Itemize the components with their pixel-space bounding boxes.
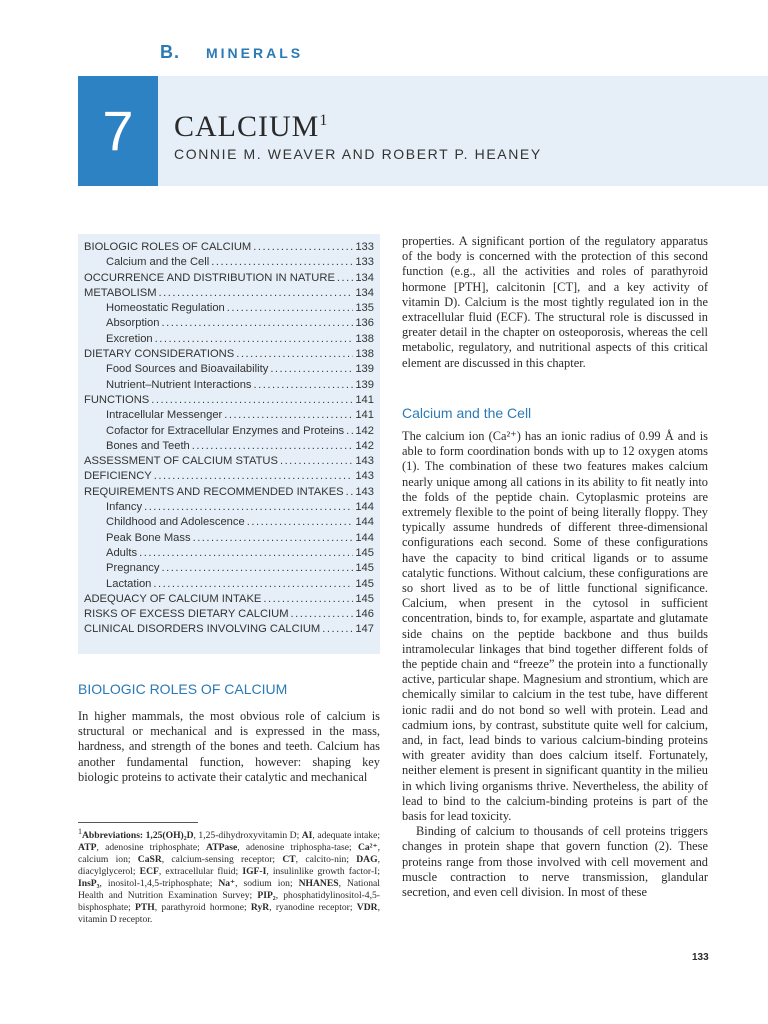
abbreviation-definition: , ryanodine receptor; [269,902,357,914]
abbreviation-term: PTH [135,902,155,914]
toc-leader-dots [263,592,353,607]
toc-entry [78,378,380,393]
toc-entry [78,393,380,408]
toc-leader-dots [224,408,353,423]
toc-leader-dots [154,469,354,484]
toc-leader-dots [155,332,354,347]
toc-entry-page: 144 [355,516,374,529]
abbreviation-definition: , adenosine triphospha-tase; [237,842,358,854]
right-column-intro [402,234,708,371]
toc-entry-page: 145 [355,562,374,575]
toc-entry-label: DEFICIENCY [84,470,152,483]
toc-leader-dots [254,378,354,393]
abbreviation-definition: , adenosine triphosphate; [96,842,206,854]
toc-entry [78,485,380,500]
abbreviation-definition: , vitamin D receptor. [78,902,380,926]
toc-leader-dots [227,301,354,316]
toc-entry-page: 134 [355,271,374,284]
toc-entry-label: OCCURRENCE AND DISTRIBUTION IN NATURE [84,271,335,284]
toc-entry-label: Cofactor for Extracellular Enzymes and Proteins [106,424,345,437]
abbreviation-term: IGF-I [242,866,267,878]
toc-entry-label: ADEQUACY OF CALCIUM INTAKE [84,592,262,605]
toc-entry-label: Nutrient–Nutrient Interactions [106,378,252,391]
abbreviation-definition: , 1,25-dihydroxyvitamin D; [193,830,302,842]
toc-entry-label: Intracellular Messenger [106,409,223,422]
toc-leader-dots [322,622,353,637]
abbreviation-term: Ca²⁺ [357,842,378,854]
toc-entry-page: 136 [355,317,374,330]
abbreviation-term: RyR [250,902,270,914]
toc-leader-dots [270,362,353,377]
toc-entry [78,424,380,439]
abbreviation-definition: , calcium-sensing receptor; [161,854,283,866]
toc-entry-page: 138 [355,348,374,361]
abbreviation-definition: , National Health and Nutrition Examination Survey; [78,878,380,902]
abbreviation-definition: , inositol-1,4,5-triphosphate; [99,878,219,890]
toc-leader-dots [162,316,354,331]
abbreviation-term: VDR [356,902,378,914]
table-of-contents [78,234,380,654]
abbreviation-definition: , insulinlike growth factor-I; [266,866,380,878]
toc-entry [78,362,380,377]
toc-entry-label: Adults [106,546,138,559]
abbreviation-term: ATP [78,842,97,854]
toc-entry-label: Lactation [106,577,152,590]
toc-entry-page: 139 [355,378,374,391]
toc-leader-dots [162,561,354,576]
toc-entry-page: 141 [355,393,374,406]
toc-leader-dots [346,424,353,439]
abbreviation-term: AI [301,830,313,842]
title-footnote-mark: 1 [319,112,329,129]
toc-leader-dots [192,439,354,454]
toc-leader-dots [337,271,353,286]
toc-entry-label: METABOLISM [84,286,157,299]
toc-entry-label: CLINICAL DISORDERS INVOLVING CALCIUM [84,623,321,636]
left-column-text [78,709,380,785]
section-heading-biologic-roles: BIOLOGIC ROLES OF CALCIUM [78,681,288,697]
paragraph: Binding of calcium to thousands of cell proteins triggers changes in protein shape that govern function (2). These proteins range from those involved with cell movement and muscle contraction to nerve transmission, glandular secretion, and even cell division. In most of these [402,824,708,900]
toc-entry [78,577,380,592]
abbreviation-term: PIP₂ [257,890,276,902]
abbreviation-term: DAG [356,854,378,866]
toc-entry-label: Homeostatic Regulation [106,302,225,315]
toc-entry [78,531,380,546]
toc-leader-dots [247,515,354,530]
page-number: 133 [692,952,709,963]
toc-leader-dots [153,577,353,592]
toc-entry-label: Food Sources and Bioavailability [106,363,269,376]
toc-entry-page: 142 [355,439,374,452]
paragraph: In higher mammals, the most obvious role of calcium is structural or mechanical and is expressed in the mass, hardness, and strength of the bones and teeth. Calcium has another fundamental function, however: shaping key biologic proteins to activate their catalytic and mechanical [78,709,380,784]
paragraph: properties. A significant portion of the regulatory apparatus of the body is concerned with the protection of this second function (e.g., all the activities and roles of parathyroid hormone [PTH], calcitonin [CT], and a key activity of vitamin D). Calcium is the most tightly regulated ion in the extracellular fluid (ECF). The structural role is discussed in greater detail in the chapter on osteoporosis, whereas the cell metabolic, regulatory, and nutritional aspects of this critical element are discussed in this chapter. [402,234,708,370]
toc-leader-dots [159,286,354,301]
toc-entry-page: 138 [355,332,374,345]
toc-entry-label: Pregnancy [106,562,160,575]
toc-leader-dots [236,347,353,362]
toc-leader-dots [144,500,353,515]
toc-entry [78,332,380,347]
section-title: MINERALS [206,45,304,61]
toc-entry [78,255,380,270]
abbreviation-definition: , parathyroid hormone; [154,902,251,914]
abbreviation-definition: , adequate intake; [312,830,381,842]
toc-entry-page: 133 [355,241,374,253]
toc-entry [78,515,380,530]
toc-entry-page: 141 [355,409,374,422]
toc-entry-page: 147 [355,623,374,636]
abbreviation-term: ECF [139,866,159,878]
toc-entry [78,271,380,286]
toc-entry [78,347,380,362]
toc-entry-page: 145 [355,546,374,559]
abbreviation-term: Abbreviations: 1,25(OH)₂D [82,830,194,842]
chapter-number-box [78,76,158,186]
toc-entry-label: DIETARY CONSIDERATIONS [84,348,235,361]
toc-leader-dots [346,485,354,500]
abbreviation-definition: , calcium ion; [78,842,381,866]
abbreviation-term: ATPase [205,842,238,854]
toc-entry-page: 134 [355,286,374,299]
decorative-stripe [100,166,136,168]
toc-entry [78,454,380,469]
toc-entry-page: 143 [355,470,374,483]
chapter-authors: CONNIE M. WEAVER AND ROBERT P. HEANEY [174,146,542,162]
section-header [160,42,303,63]
chapter-title-text: CALCIUM [174,110,320,143]
toc-leader-dots [253,240,353,255]
toc-entry-page: 145 [355,592,374,605]
toc-entry [78,240,380,255]
abbreviation-definition: , phosphatidylinositol-4,5-bisphosphate; [78,890,380,914]
toc-entry-label: Absorption [106,317,160,330]
chapter-number: 7 [102,99,134,162]
toc-entry-page: 144 [355,531,374,544]
toc-leader-dots [291,607,354,622]
abbreviation-definition: , sodium ion; [235,878,299,890]
toc-leader-dots [193,531,354,546]
toc-entry [78,607,380,622]
footnote [78,826,380,926]
toc-entry-label: BIOLOGIC ROLES OF CALCIUM [84,241,252,253]
toc-entry-label: Peak Bone Mass [106,531,191,544]
toc-entry-page: 135 [355,302,374,315]
subsection-heading-calcium-cell: Calcium and the Cell [402,405,532,421]
toc-entry [78,301,380,316]
toc-entry-label: FUNCTIONS [84,393,150,406]
paragraph: The calcium ion (Ca²⁺) has an ionic radius of 0.99 Å and is able to form coordination bonds with up to 12 oxygen atoms (1). The combination of these two features makes calcium nearly unique among all cations in its ability to fit neatly into the folds of the peptide chain. Cytoplasmic proteins are extremely flexible to the point of being literally floppy. They typically assume hundreds of different three-dimensional configurations each second. Some of these configurations have the capacity to bind critical ligands or to assume catalytic functions. Without calcium, these configurations are so short lived as to be of little functional significance. Calcium, when present in the cytosol in sufficient concentration, binds to, for example, aspartate and glutamate side chains on the peptide backbone and thus builds intramolecular linkages that bind together different folds of the peptide chain and “freeze” the protein into a functionally active, particular shape. Magnesium and strontium, which are chemically similar to calcium in the test tube, have different ionic radii and do not bond so well with protein. Lead and cadmium ions, by contrast, substitute quite well for calcium, and, in fact, lead binds to various calcium-binding proteins with greater avidity than does calcium itself. Fortunately, neither element is present in significant quantity in the milieu in which living organisms thrive. Nevertheless, the ability of lead to bind to the calcium-binding proteins is part of the basis for lead toxicity. [402,429,708,824]
abbreviation-definition: , extracellular fluid; [158,866,243,878]
toc-entry-label: Infancy [106,501,143,514]
abbreviation-term: CT [282,854,296,866]
toc-entry [78,592,380,607]
toc-entry-label: Calcium and the Cell [106,256,210,269]
abbreviation-definition: , calcito-nin; [295,854,357,866]
toc-entry-page: 139 [355,363,374,376]
toc-entry [78,469,380,484]
toc-entry [78,286,380,301]
toc-entry [78,546,380,561]
toc-leader-dots [151,393,353,408]
section-letter: B. [160,42,180,62]
chapter-title [174,110,328,144]
toc-entry [78,408,380,423]
toc-entry-page: 143 [355,485,374,498]
footnote-mark: 1 [78,827,82,836]
toc-entry-label: REQUIREMENTS AND RECOMMENDED INTAKES [84,485,344,498]
toc-entry-page: 145 [355,577,374,590]
abbreviation-term: NHANES [298,878,339,890]
toc-leader-dots [139,546,353,561]
abbreviation-term: CaSR [137,854,162,866]
toc-entry [78,439,380,454]
abbreviation-term: Na⁺ [218,878,236,890]
right-column-text [402,429,708,900]
toc-entry-page: 144 [355,501,374,514]
toc-entry [78,561,380,576]
toc-entry-label: Bones and Teeth [106,439,190,452]
toc-entry-label: Excretion [106,332,153,345]
toc-entry-label: RISKS OF EXCESS DIETARY CALCIUM [84,608,289,621]
toc-leader-dots [211,255,353,270]
toc-entry-page: 146 [355,608,374,621]
toc-entry [78,316,380,331]
toc-entry-label: Childhood and Adolescence [106,516,245,529]
abbreviation-definition: , diacylglycerol; [78,854,380,878]
toc-entry-page: 142 [355,424,374,437]
abbreviation-term: InsP₃ [78,878,100,890]
toc-entry-page: 143 [355,455,374,468]
footnote-rule [78,822,198,823]
toc-entry [78,622,380,637]
toc-leader-dots [280,454,353,469]
toc-entry-page: 133 [355,256,374,269]
toc-entry-label: ASSESSMENT OF CALCIUM STATUS [84,455,278,468]
toc-entry [78,500,380,515]
